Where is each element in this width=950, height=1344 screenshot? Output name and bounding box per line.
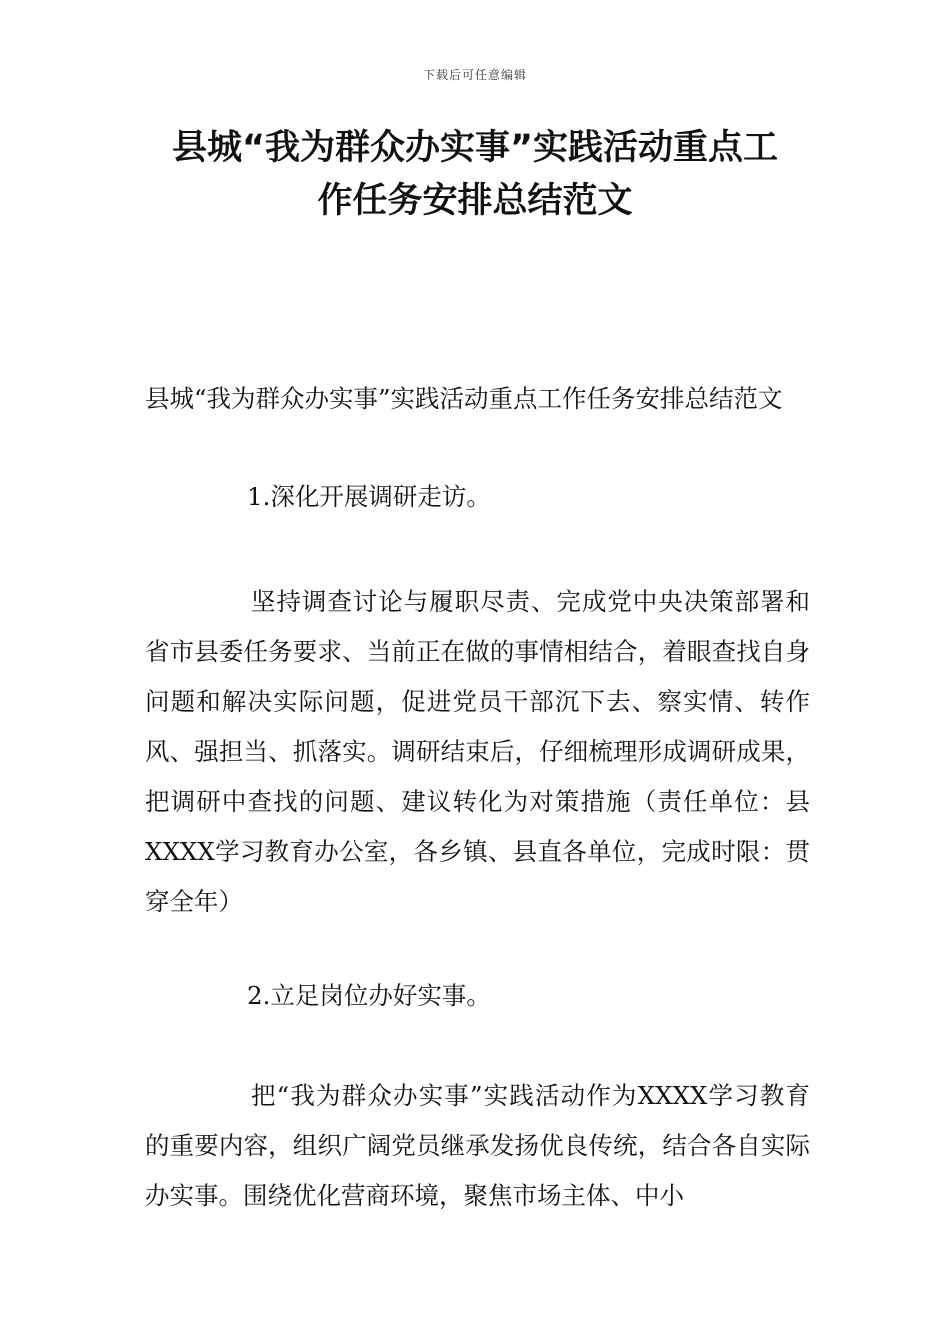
document-title: [120, 122, 830, 228]
section-1-heading: 1.深化开展调研走访。: [247, 482, 491, 511]
header-note: 下载后可任意编辑: [422, 68, 527, 82]
section-2-heading: 2.立足岗位办好实事。: [247, 981, 491, 1010]
title-line-1: 县城“我为群众办实事”实践活动重点工: [171, 128, 778, 168]
section-1-paragraph: 坚持调查讨论与履职尽责、完成党中央决策部署和省市县委任务要求、当前正在做的事情相结合，着眼查找自身问题和解决实际问题，促进党员干部沉下去、察实情、转作风、强担当、抓落实。调研结束后，仔细梳理形成调研成果，把调研中查找的问题、建议转化为对策措施（责任单位：县XXXX学习教育办公室，各乡镇、县直各单位，完成时限：贯穿全年）: [145, 587, 810, 916]
document-subtitle: 县城“我为群众办实事”实践活动重点工作任务安排总结范文: [145, 384, 783, 413]
title-line-2: 作任务安排总结范文: [317, 181, 633, 221]
section-2-paragraph: 把“我为群众办实事”实践活动作为XXXX学习教育的重要内容，组织广阔党员继承发扬优良传统，结合各自实际办实事。围绕优化营商环境，聚焦市场主体、中小: [145, 1081, 810, 1210]
